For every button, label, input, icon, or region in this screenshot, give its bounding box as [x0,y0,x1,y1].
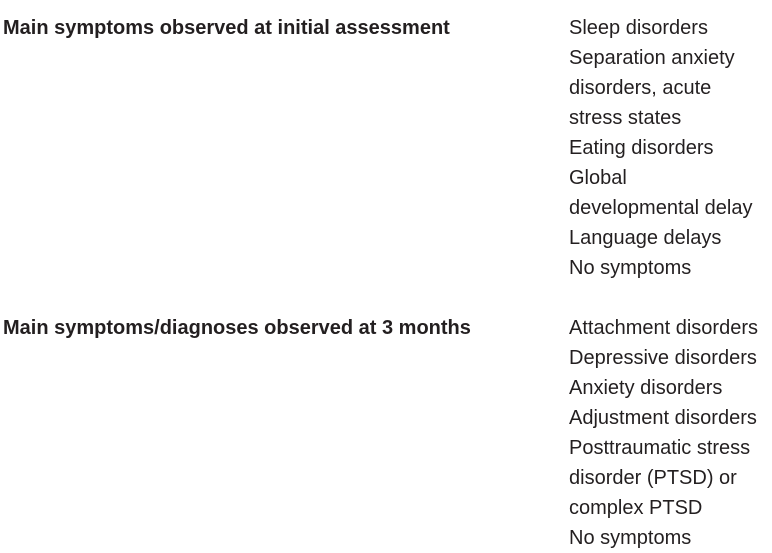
list-item-line: No symptoms [569,257,692,279]
list-item-line: Attachment disorders [569,317,758,339]
list-item-line: disorders, acute [569,77,712,99]
list-item [569,133,772,163]
initial-assessment-heading: Main symptoms observed at initial assessment [3,17,450,39]
initial-assessment-symptom-list [569,13,772,283]
list-item [569,523,772,553]
list-item-line: Posttraumatic stress [569,437,751,459]
list-item-line: Sleep disorders [569,17,708,39]
list-item-line: Eating disorders [569,137,714,159]
list-item [569,43,772,133]
list-item [569,343,772,373]
three-month-diagnosis-list [569,313,772,553]
list-item [569,163,772,223]
list-item-line: complex PTSD [569,497,703,519]
list-item [569,13,772,43]
list-item-line: disorder (PTSD) or [569,467,737,489]
list-item-line: Separation anxiety [569,47,735,69]
list-item-line: developmental delay [569,197,753,219]
list-item-line: Global [569,167,627,189]
list-item-line: stress states [569,107,682,129]
list-item [569,373,772,403]
list-item [569,433,772,523]
three-month-heading: Main symptoms/diagnoses observed at 3 months [3,317,471,339]
list-item-line: No symptoms [569,527,692,549]
list-item-line: Depressive disorders [569,347,757,369]
list-item-line: Adjustment disorders [569,407,757,429]
list-item [569,313,772,343]
list-item [569,403,772,433]
list-item-line: Language delays [569,227,722,249]
list-item [569,223,772,253]
list-item [569,253,772,283]
list-item-line: Anxiety disorders [569,377,723,399]
